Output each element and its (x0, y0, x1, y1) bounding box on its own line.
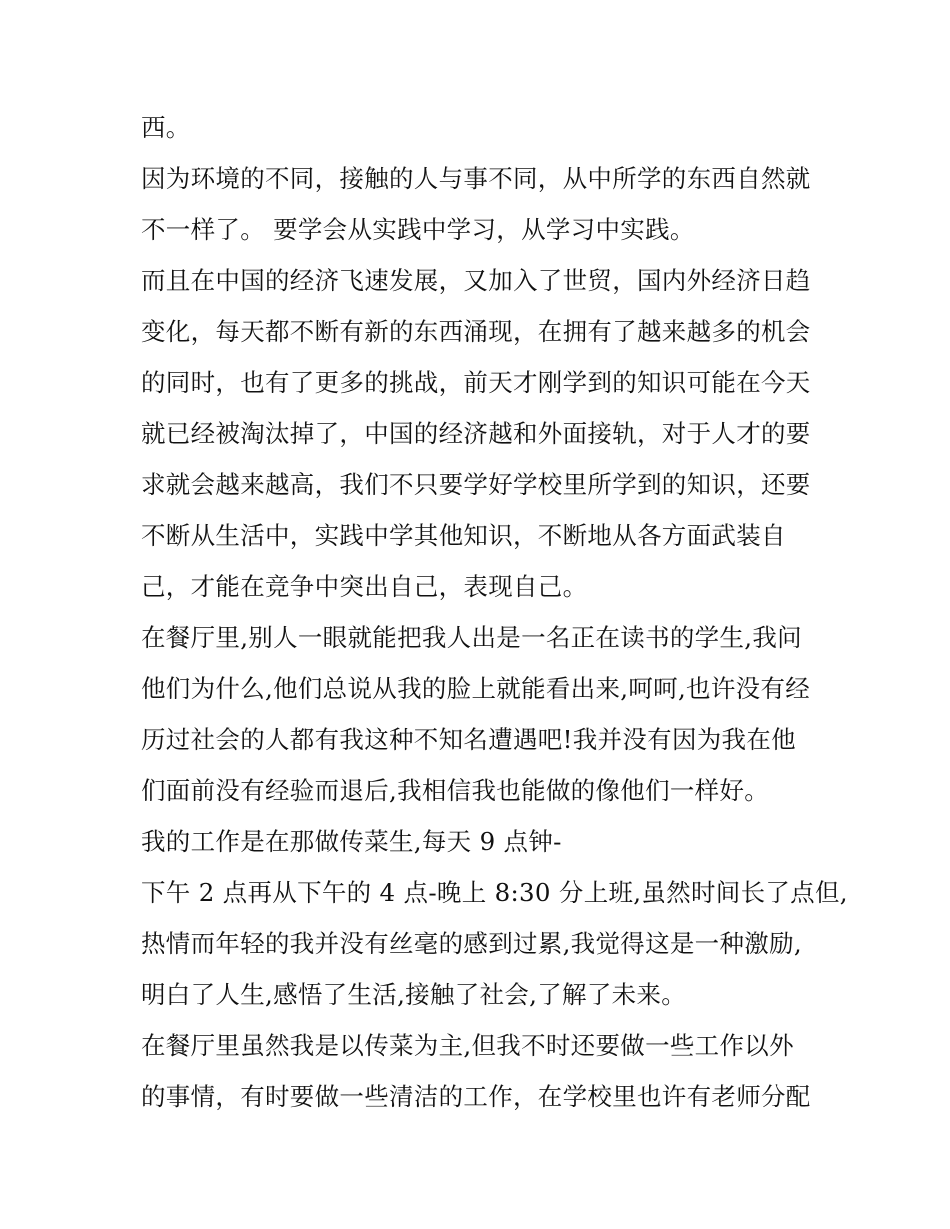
text-line: 们面前没有经验而退后,我相信我也能做的像他们一样好。 (141, 776, 770, 805)
text-line: 西。 (141, 113, 191, 142)
text-line: 求就会越来越高，我们不只要学好学校里所学到的知识，还要 (141, 470, 811, 499)
text-line: 明白了人生,感悟了生活,接触了社会,了解了未来。 (141, 980, 687, 1009)
text-line: 变化，每天都不断有新的东西涌现，在拥有了越来越多的机会 (141, 317, 811, 346)
text-line: 因为环境的不同，接触的人与事不同，从中所学的东西自然就 (141, 164, 811, 193)
text-line: 我的工作是在那做传菜生,每天 9 点钟- (141, 827, 562, 856)
text-line: 在餐厅里,别人一眼就能把我人出是一名正在读书的学生,我问 (141, 623, 802, 652)
text-line: 不一样了。 要学会从实践中学习，从学习中实践。 (141, 215, 695, 244)
text-line: 热情而年轻的我并没有丝毫的感到过累,我觉得这是一种激励, (141, 929, 802, 958)
text-line: 就已经被淘汰掉了，中国的经济越和外面接轨，对于人才的要 (141, 419, 811, 448)
text-line: 他们为什么,他们总说从我的脸上就能看出来,呵呵,也许没有经 (141, 674, 811, 703)
text-line: 下午 2 点再从下午的 4 点-晚上 8:30 分上班,虽然时间长了点但, (141, 878, 848, 907)
text-line: 在餐厅里虽然我是以传菜为主,但我不时还要做一些工作以外 (141, 1031, 794, 1060)
text-line: 而且在中国的经济飞速发展，又加入了世贸，国内外经济日趋 (141, 266, 811, 295)
text-line: 的同时，也有了更多的挑战，前天才刚学到的知识可能在今天 (141, 368, 811, 397)
text-line: 的事情，有时要做一些清洁的工作，在学校里也许有老师分配 (141, 1082, 811, 1111)
text-line: 历过社会的人都有我这种不知名遭遇吧!我并没有因为我在他 (141, 725, 796, 754)
text-line: 己，才能在竞争中突出自己，表现自己。 (141, 572, 588, 601)
text-line: 不断从生活中，实践中学其他知识，不断地从各方面武装自 (141, 521, 786, 550)
